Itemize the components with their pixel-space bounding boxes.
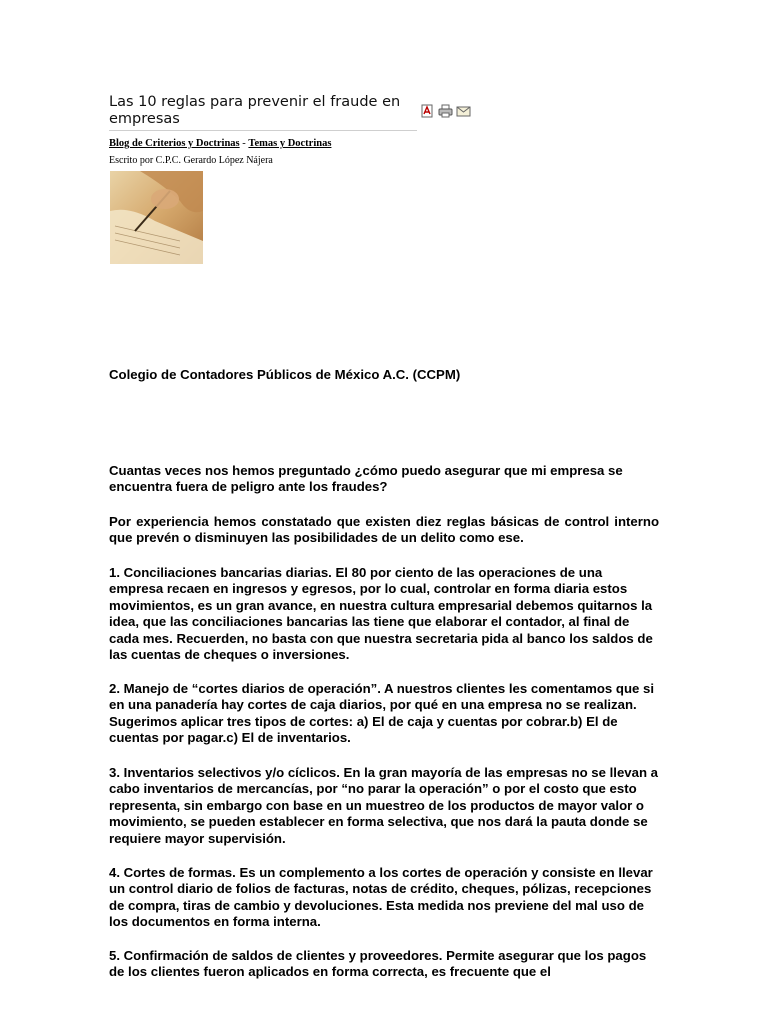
paragraph-text: Por experiencia hemos constatado que existen diez reglas básicas de control interno que prevén o disminuyen las posibilidades de un delito como ese.: [109, 514, 659, 546]
title-divider: [109, 130, 417, 131]
organization-text: Colegio de Contadores Públicos de México A.C. (CCPM): [109, 367, 461, 382]
breadcrumb: [109, 138, 331, 149]
paragraph-text: 3. Inventarios selectivos y/o cíclicos. En la gran mayoría de las empresas no se llevan a cabo inventarios de mercancías, por “no parar la operación” o por el costo que esto representa, sin embargo con base en un muestreo de los productos de mayor valor o movimiento, se pueden establecer en forma selectiva, que nos dará la pauta donde se requiere mayor supervisión.: [109, 765, 659, 846]
author-line: Escrito por C.P.C. Gerardo López Nájera: [109, 155, 273, 166]
breadcrumb-separator: -: [239, 138, 249, 149]
breadcrumb-link-blog[interactable]: Blog de Criterios y Doctrinas: [109, 138, 240, 149]
breadcrumb-link-temas[interactable]: Temas y Doctrinas: [248, 138, 332, 149]
rule-5: [109, 948, 659, 981]
paragraph-text: 2. Manejo de “cortes diarios de operación”. A nuestros clientes les comentamos que si en una panadería hay cortes de caja diarios, por qué en una empresa no se realizan. Sugerimos aplicar tres tipos de cortes: a) El de caja y cuentas por cobrar.b) El de cuentas por pagar.c) El de inventarios.: [109, 681, 655, 746]
print-icon[interactable]: [438, 104, 453, 118]
rule-2: [109, 681, 659, 747]
paragraph-2: [109, 514, 659, 547]
rule-4: [109, 865, 659, 931]
pdf-icon[interactable]: [420, 104, 435, 118]
paragraph-text: 4. Cortes de formas. Es un complemento a los cortes de operación y consiste en llevar un control diario de folios de facturas, notas de crédito, cheques, pólizas, recepciones de compra, tiras de cambio y devoluciones. Esta medida nos previene del mal uso de los documentos en forma interna.: [109, 865, 653, 930]
paragraph-text: 1. Conciliaciones bancarias diarias. El 80 por ciento de las operaciones de una empresa recaen en ingresos y egresos, por lo cual, controlar en forma diaria estos movimientos, es un gran avance, en nuestra cultura empresarial debemos quitarnos la idea, que las conciliaciones bancarias las tiene que elaborar el contador, al final de cada mes. Recuerden, no basta con que nuestra secretaria pida al banco los saldos de las cuentas de cheques o inversiones.: [109, 565, 653, 663]
article-title: Las 10 reglas para prevenir el fraude en empresas: [109, 94, 401, 127]
rule-3: [109, 765, 659, 847]
organization-name: [109, 367, 659, 383]
article-tools: [420, 104, 471, 118]
paragraph-text: Cuantas veces nos hemos preguntado ¿cómo puedo asegurar que mi empresa se encuentra fuera de peligro ante los fraudes?: [109, 463, 623, 495]
paragraph-1: [109, 463, 659, 496]
email-icon[interactable]: [456, 104, 471, 118]
article-header: [109, 94, 417, 128]
paragraph-text: 5. Confirmación de saldos de clientes y proveedores. Permite asegurar que los pagos de los clientes fueron aplicados en forma correcta, es frecuente que el: [109, 948, 647, 980]
article-photo: [110, 171, 203, 264]
rule-1: [109, 565, 659, 663]
